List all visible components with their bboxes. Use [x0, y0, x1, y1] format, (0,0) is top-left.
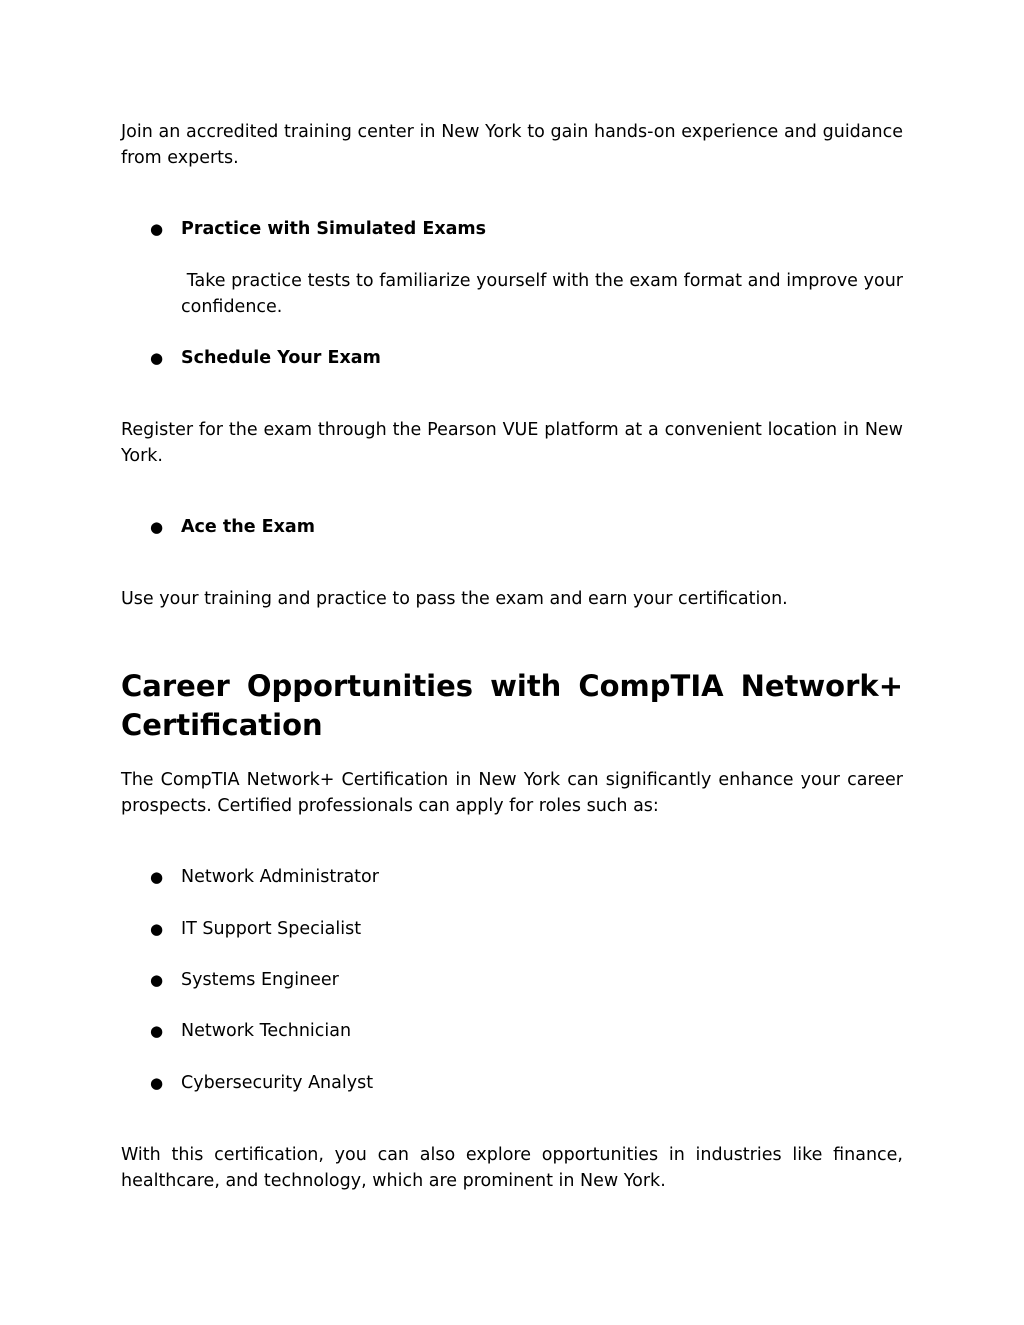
section-heading: Career Opportunities with CompTIA Network+ Certification	[121, 669, 903, 742]
list-item	[150, 967, 910, 993]
step-item-practice	[150, 216, 910, 242]
role-label: Network Administrator	[181, 867, 379, 887]
bullet-icon: ●	[150, 1074, 164, 1092]
step-title: Ace the Exam	[181, 517, 315, 537]
intro-paragraph: Join an accredited training center in New York to gain hands-on experience and guidance from experts.	[121, 122, 903, 168]
bullet-icon: ●	[150, 971, 164, 989]
list-item	[150, 916, 910, 942]
step-description: Register for the exam through the Pearson VUE platform at a convenient location in New York.	[121, 420, 903, 466]
bullet-icon: ●	[150, 518, 164, 536]
list-item	[150, 864, 910, 890]
role-label: Network Technician	[181, 1021, 352, 1041]
closing-paragraph: With this certification, you can also explore opportunities in industries like finance, healthcare, and technology, which are prominent in New York.	[121, 1145, 903, 1191]
bullet-icon: ●	[150, 349, 164, 367]
role-label: Cybersecurity Analyst	[181, 1073, 374, 1093]
list-item	[150, 1070, 910, 1096]
step-description: Use your training and practice to pass the exam and earn your certification.	[121, 589, 788, 609]
bullet-icon: ●	[150, 920, 164, 938]
step-item-schedule	[150, 345, 910, 371]
step-title: Practice with Simulated Exams	[181, 219, 487, 239]
bullet-icon: ●	[150, 220, 164, 238]
bullet-icon: ●	[150, 1022, 164, 1040]
role-label: Systems Engineer	[181, 970, 339, 990]
career-intro-paragraph: The CompTIA Network+ Certification in New York can significantly enhance your career prospects. Certified professionals can apply for roles such as:	[121, 770, 903, 816]
list-item	[150, 1018, 910, 1044]
role-label: IT Support Specialist	[181, 919, 362, 939]
bullet-icon: ●	[150, 868, 164, 886]
step-description: Take practice tests to familiarize yourself with the exam format and improve your confidence.	[181, 271, 909, 317]
step-item-ace	[150, 514, 910, 540]
step-title: Schedule Your Exam	[181, 348, 381, 368]
